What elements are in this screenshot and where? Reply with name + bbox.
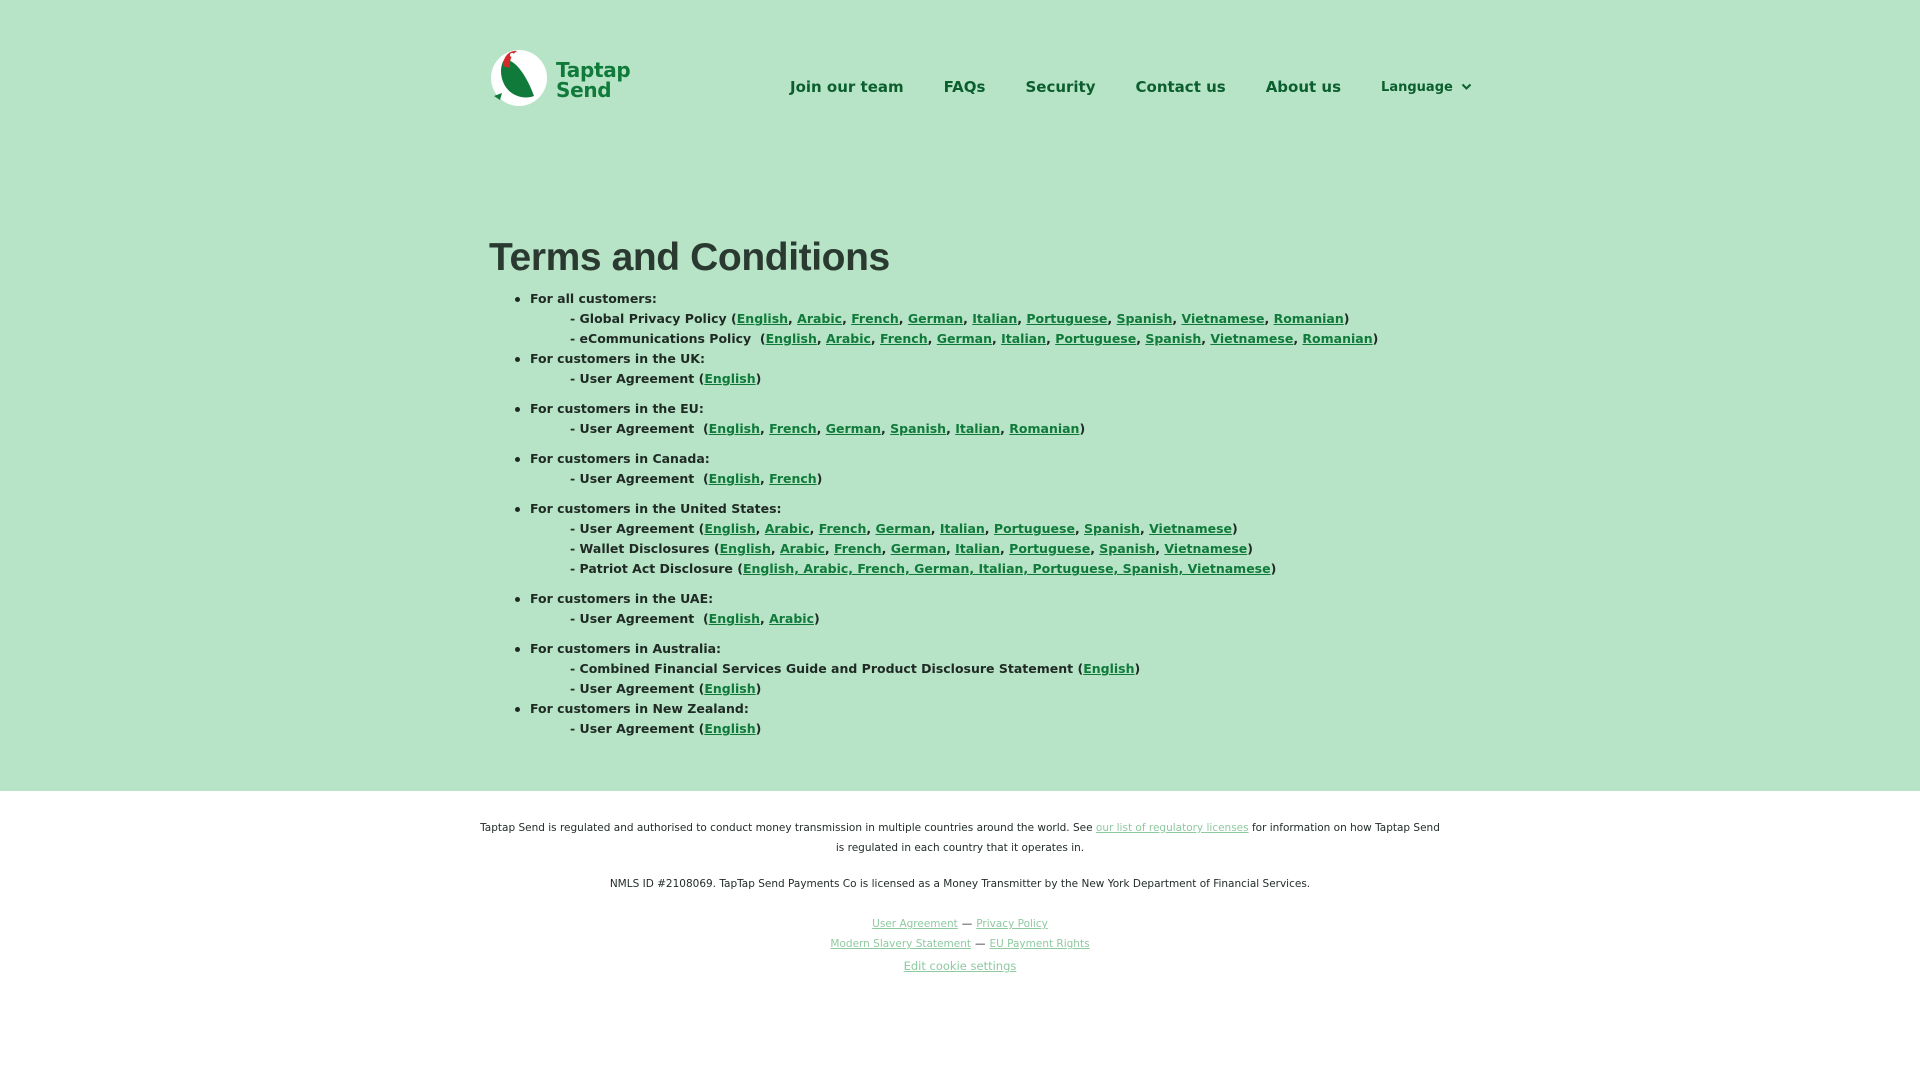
main-nav (790, 78, 1472, 96)
document-line (530, 659, 1430, 679)
regulation-text-after: for information on how Taptap Send is regulated in each country that it operates in. (835, 822, 1440, 854)
link-separator: , (1136, 331, 1146, 346)
section-heading: For customers in the UK: (530, 349, 1430, 369)
document-label: - Patriot Act Disclosure ( (570, 561, 743, 576)
document-close-paren: ) (755, 371, 762, 386)
document-label: - User Agreement ( (570, 721, 705, 736)
section-heading: For customers in New Zealand: (530, 699, 1430, 719)
document-label: - User Agreement ( (570, 681, 705, 696)
bird-logo-icon (488, 38, 554, 108)
document-close-paren: ) (1079, 421, 1086, 436)
user-agreement-link[interactable]: User Agreement (872, 918, 958, 930)
regulation-notice (480, 818, 1440, 858)
document-close-paren: ) (1270, 561, 1277, 576)
language-label: Language (1381, 79, 1453, 95)
language-link[interactable]: Vietnamese (1149, 521, 1233, 536)
link-separator: , (1017, 311, 1027, 326)
link-separator: , (759, 471, 770, 486)
link-separator: , (1172, 311, 1182, 326)
footer-links-row-2 (0, 938, 1920, 950)
language-link[interactable]: Romanian (1009, 421, 1080, 436)
brand-name-line2: Send (556, 78, 612, 102)
language-link[interactable]: French (769, 421, 817, 436)
document-line (530, 609, 1430, 629)
language-link[interactable]: English (704, 681, 756, 696)
link-separator: , (963, 311, 973, 326)
language-link[interactable]: Spanish (890, 421, 947, 436)
section-heading: For customers in Canada: (530, 449, 1430, 469)
cookie-settings-link[interactable]: Edit cookie settings (903, 959, 1017, 973)
language-link[interactable]: English (765, 331, 817, 346)
document-line (530, 329, 1430, 349)
footer-links-row-3 (0, 959, 1920, 973)
privacy-policy-link[interactable]: Privacy Policy (976, 918, 1048, 930)
language-link[interactable]: German (825, 421, 882, 436)
language-link[interactable]: Spanish (1145, 331, 1202, 346)
nav-security[interactable]: Security (1025, 78, 1096, 96)
link-separator: , (992, 331, 1002, 346)
document-close-paren: ) (1372, 331, 1379, 346)
language-link[interactable]: Arabic (826, 331, 871, 346)
link-separator: , (1074, 521, 1085, 536)
document-line (530, 719, 1430, 739)
document-close-paren: ) (1247, 541, 1253, 556)
language-link[interactable]: Italian (955, 421, 1001, 436)
language-link[interactable]: English (704, 371, 756, 386)
brand-name-line1: Taptap (556, 58, 631, 82)
terms-section (530, 289, 1430, 349)
link-separator: , (927, 331, 937, 346)
language-link[interactable]: Arabic (779, 541, 825, 556)
nav-contact-us[interactable]: Contact us (1135, 78, 1226, 96)
link-separator: , (1000, 541, 1010, 556)
link-separator: , (881, 541, 891, 556)
language-link[interactable]: Portuguese (1055, 331, 1137, 346)
language-link[interactable]: Arabic (764, 521, 810, 536)
language-link[interactable]: German (907, 311, 964, 326)
link-separator: , (809, 521, 819, 536)
language-link[interactable]: French (851, 311, 899, 326)
section-heading: For customers in Australia: (530, 639, 1430, 659)
modern-slavery-link[interactable]: Modern Slavery Statement (830, 938, 971, 950)
document-close-paren: ) (755, 681, 762, 696)
section-heading: For all customers: (530, 289, 1430, 309)
link-separator: , (1000, 421, 1010, 436)
taptap-send-logo[interactable] (488, 38, 638, 108)
language-link[interactable]: Vietnamese (1181, 311, 1265, 326)
document-label: - Combined Financial Services Guide and Product Disclosure Statement ( (570, 661, 1084, 676)
terms-section (530, 399, 1430, 439)
link-separator: , (755, 521, 765, 536)
link-separator: , (870, 331, 881, 346)
language-link[interactable]: English, Arabic, French, German, Italian, Portuguese, Spanish, Vietnamese (742, 561, 1271, 576)
terms-list (530, 289, 1430, 749)
language-link[interactable]: German (890, 541, 946, 556)
language-link[interactable]: Arabic (797, 311, 843, 326)
language-link[interactable]: English (708, 471, 760, 486)
link-separator: , (866, 521, 876, 536)
language-link[interactable]: Italian (955, 541, 1001, 556)
document-line (530, 679, 1430, 699)
chevron-down-icon (1461, 83, 1472, 91)
terms-section (530, 699, 1430, 739)
link-separator: , (1201, 331, 1211, 346)
link-separator: , (816, 421, 826, 436)
regulation-text-before: Taptap Send is regulated and authorised to conduct money transmission in multiple countries around the world. See (480, 822, 1096, 834)
page-title: Terms and Conditions (489, 236, 890, 279)
link-separator: , (898, 311, 908, 326)
language-link[interactable]: English (708, 611, 760, 626)
language-link[interactable]: Spanish (1116, 311, 1173, 326)
terms-section (530, 449, 1430, 489)
document-close-paren: ) (1343, 311, 1350, 326)
document-line (530, 309, 1430, 329)
link-separator: , (945, 541, 956, 556)
document-label: - Global Privacy Policy ( (570, 311, 737, 326)
language-link[interactable]: French (818, 521, 867, 536)
link-separator: , (788, 311, 798, 326)
terms-section (530, 639, 1430, 699)
language-link[interactable]: Portuguese (1009, 541, 1091, 556)
document-line (530, 369, 1430, 389)
document-label: - Wallet Disclosures ( (570, 541, 720, 556)
regulatory-licenses-link[interactable]: our list of regulatory licenses (1095, 822, 1249, 834)
link-separator: , (946, 421, 956, 436)
section-heading: For customers in the United States: (530, 499, 1430, 519)
link-separator: , (1090, 541, 1100, 556)
language-link[interactable]: Spanish (1099, 541, 1156, 556)
link-separator: , (1139, 521, 1150, 536)
language-link[interactable]: French (769, 471, 817, 486)
language-link[interactable]: Portuguese (1026, 311, 1108, 326)
link-separator: , (1107, 311, 1117, 326)
section-heading: For customers in the EU: (530, 399, 1430, 419)
terms-section (530, 349, 1430, 389)
document-line (530, 519, 1430, 539)
document-close-paren: ) (755, 721, 762, 736)
link-separator: , (816, 331, 826, 346)
document-close-paren: ) (816, 471, 823, 486)
language-link[interactable]: Spanish (1084, 521, 1140, 536)
section-heading: For customers in the UAE: (530, 589, 1430, 609)
link-separator: , (1264, 311, 1274, 326)
language-link[interactable]: German (875, 521, 931, 536)
document-label: - User Agreement ( (570, 471, 709, 486)
language-link[interactable]: English (708, 421, 760, 436)
separator: — (974, 938, 986, 950)
language-link[interactable]: French (880, 331, 928, 346)
link-separator: , (881, 421, 891, 436)
language-link[interactable]: English (719, 541, 771, 556)
language-link[interactable]: Portuguese (993, 521, 1075, 536)
nav-join-our-team[interactable]: Join our team (790, 78, 904, 96)
link-separator: , (759, 611, 770, 626)
language-link[interactable]: French (834, 541, 882, 556)
document-close-paren: ) (1134, 661, 1141, 676)
document-label: - User Agreement ( (570, 611, 709, 626)
language-link[interactable]: Italian (1001, 331, 1047, 346)
language-link[interactable]: English (704, 521, 756, 536)
link-separator: , (1293, 331, 1303, 346)
terms-section (530, 499, 1430, 579)
language-link[interactable]: German (936, 331, 992, 346)
language-link[interactable]: Arabic (769, 611, 814, 626)
language-link[interactable]: English (736, 311, 789, 326)
document-close-paren: ) (1232, 521, 1238, 536)
link-separator: , (984, 521, 994, 536)
language-dropdown[interactable] (1381, 80, 1472, 95)
language-link[interactable]: Vietnamese (1210, 331, 1294, 346)
link-separator: , (1046, 331, 1056, 346)
document-line (530, 539, 1430, 559)
language-link[interactable]: Italian (939, 521, 985, 536)
language-link[interactable]: Romanian (1302, 331, 1373, 346)
document-label: - eCommunications Policy ( (570, 331, 766, 346)
link-separator: , (759, 421, 770, 436)
document-line (530, 419, 1430, 439)
link-separator: , (824, 541, 834, 556)
separator: — (961, 918, 973, 930)
document-label: - User Agreement ( (570, 521, 705, 536)
document-line (530, 559, 1430, 579)
link-separator: , (1155, 541, 1165, 556)
footer-links-row-1 (0, 918, 1920, 930)
link-separator: , (842, 311, 852, 326)
language-link[interactable]: Italian (972, 311, 1018, 326)
document-label: - User Agreement ( (570, 371, 705, 386)
document-close-paren: ) (814, 611, 820, 626)
language-link[interactable]: English (704, 721, 756, 736)
link-separator: , (930, 521, 940, 536)
eu-payment-rights-link[interactable]: EU Payment Rights (989, 938, 1090, 950)
document-line (530, 469, 1430, 489)
nav-faqs[interactable]: FAQs (943, 78, 986, 96)
nav-about-us[interactable]: About us (1265, 78, 1342, 96)
document-label: - User Agreement ( (570, 421, 709, 436)
nmls-notice: NMLS ID #2108069. TapTap Send Payments Co is licensed as a Money Transmitter by the New York Department of Financial Services. (609, 878, 1311, 890)
language-link[interactable]: Vietnamese (1164, 541, 1248, 556)
terms-section (530, 589, 1430, 629)
language-link[interactable]: English (1083, 661, 1135, 676)
link-separator: , (770, 541, 780, 556)
brand-wordmark (556, 60, 630, 100)
language-link[interactable]: Romanian (1273, 311, 1344, 326)
